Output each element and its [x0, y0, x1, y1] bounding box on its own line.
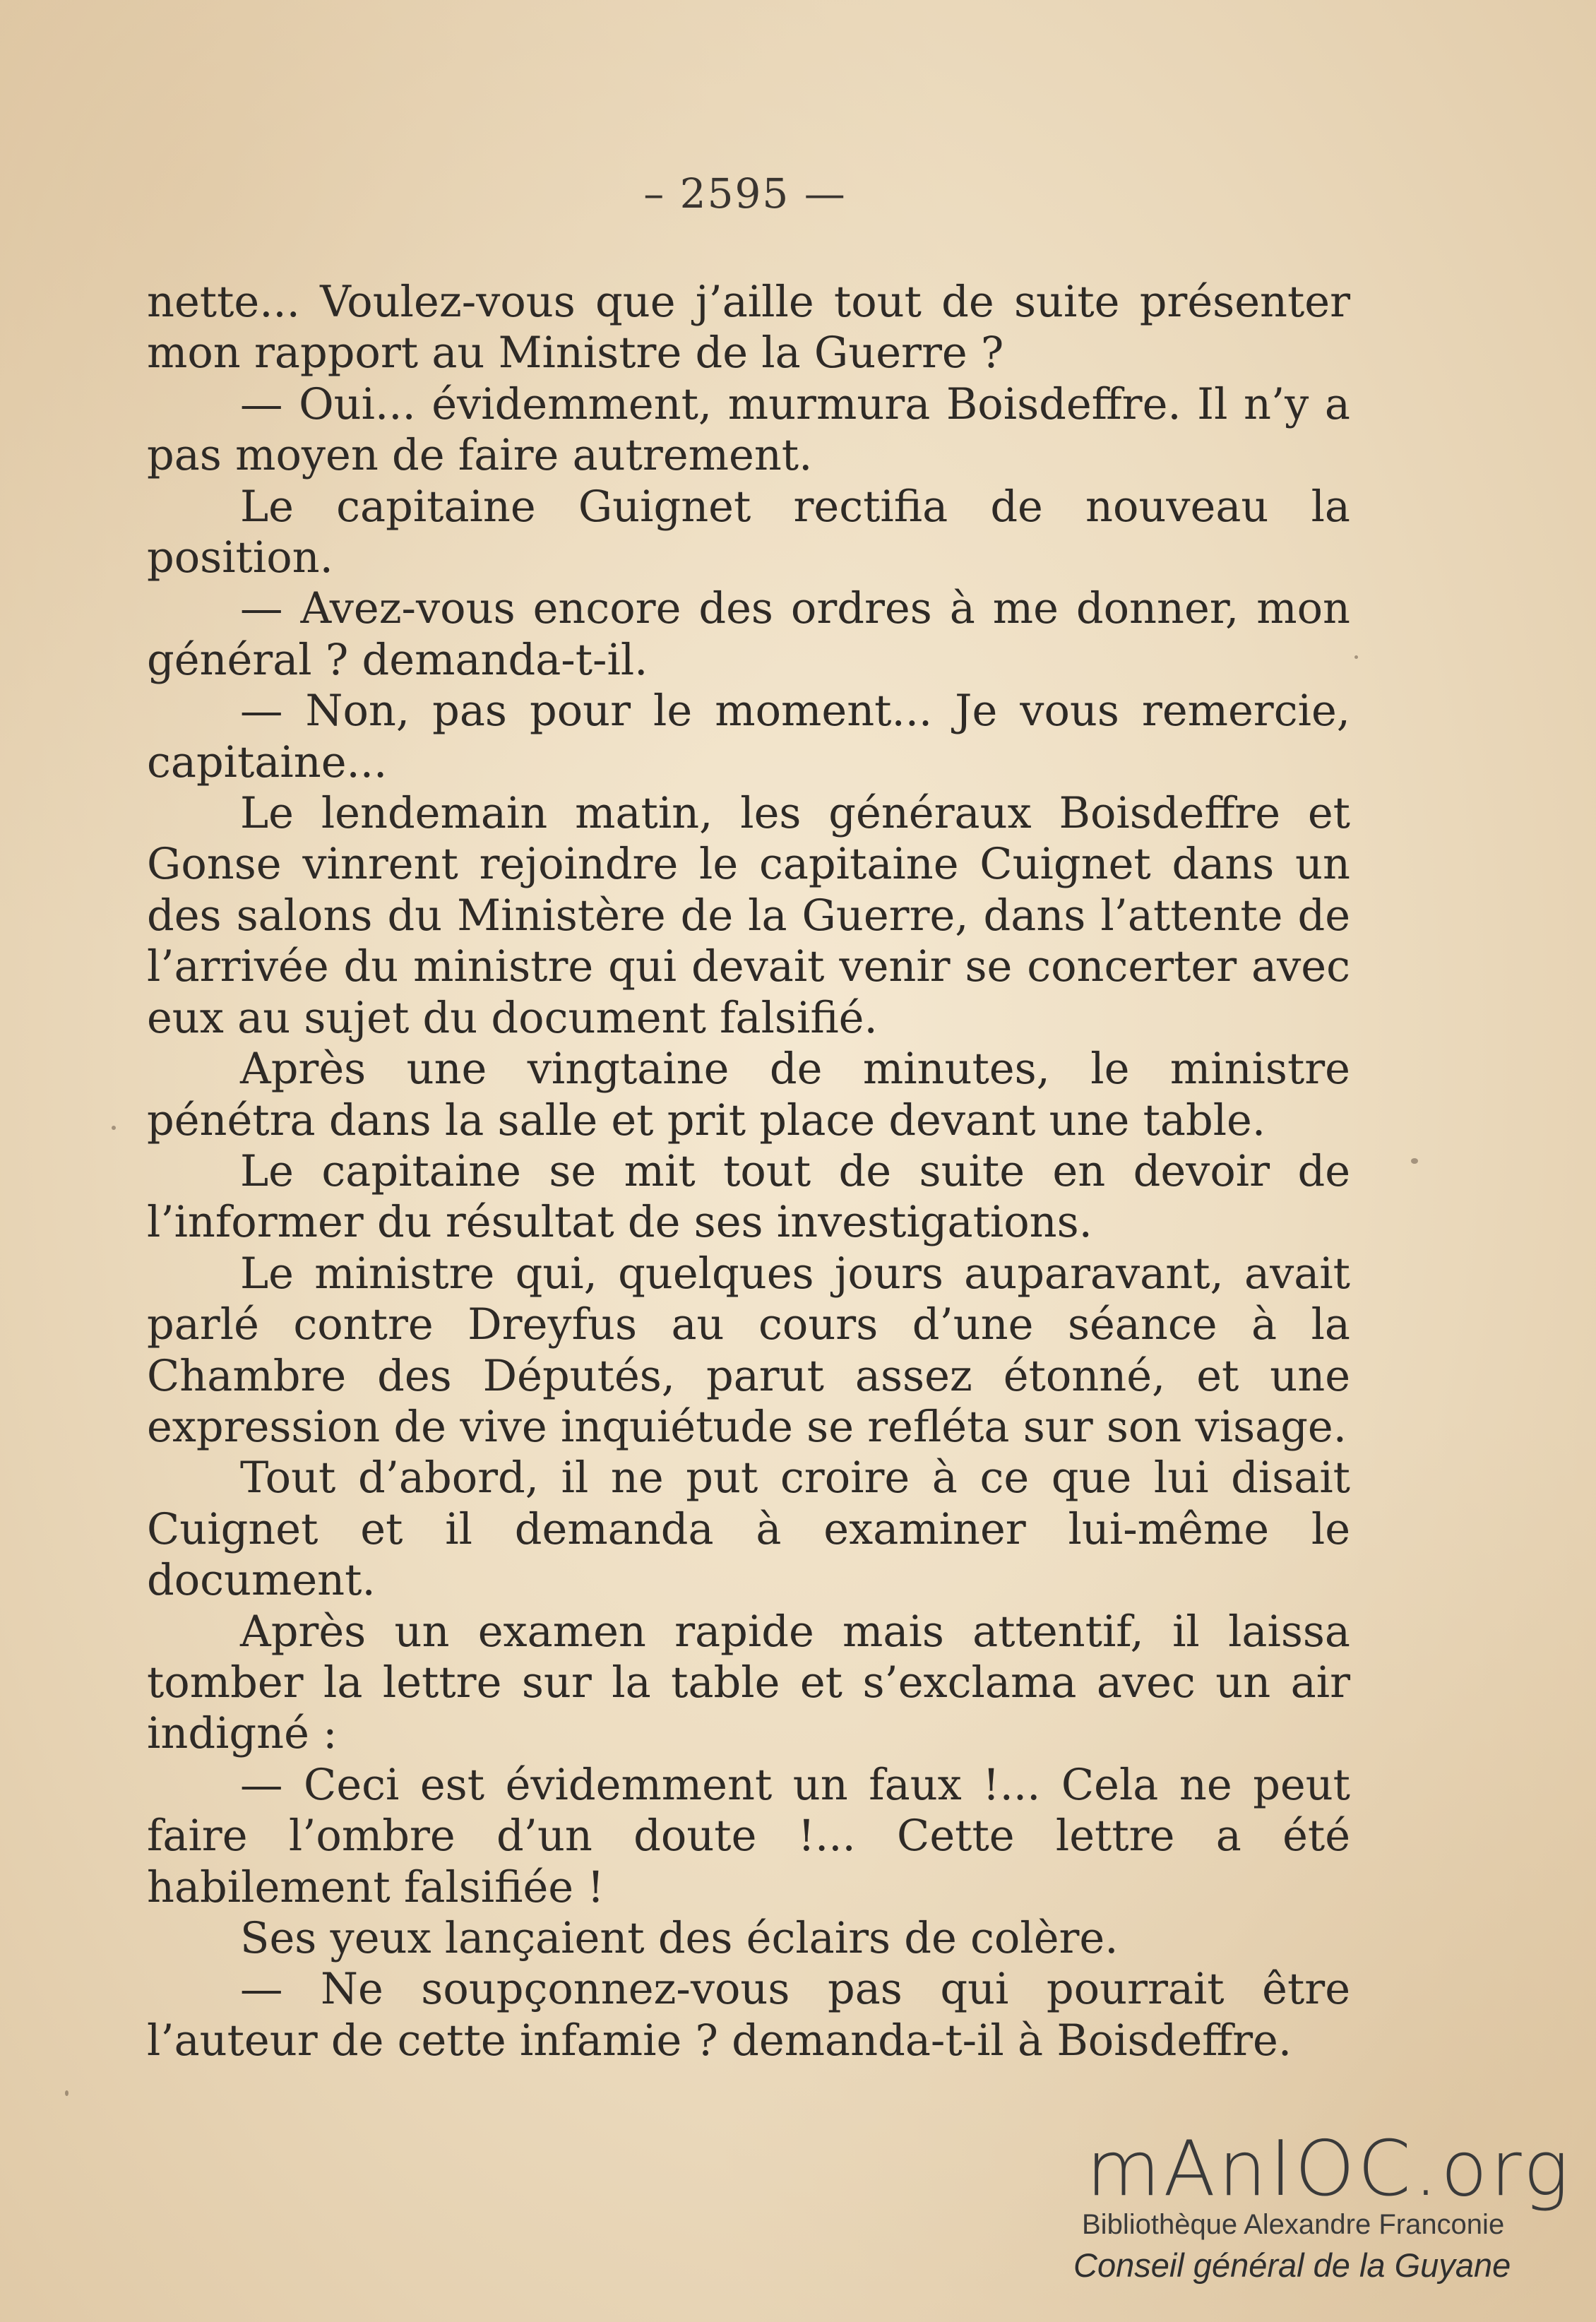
library-credit: Bibliothèque Alexandre Franconie [1082, 2209, 1505, 2240]
council-credit: Conseil général de la Guyane [1073, 2246, 1511, 2284]
paragraph: Le capitaine Guignet rectifia de nouveau la position. [147, 482, 1350, 583]
paragraph: Ses yeux lançaient des éclairs de colère. [240, 1914, 1119, 1963]
paragraph: Tout d’abord, il ne put croire à ce que lui disait Cuignet et il demanda à examiner lui-même le document. [147, 1453, 1350, 1606]
paper-speck [65, 2090, 69, 2096]
paragraph: — Ceci est évidemment un faux !... Cela ne peut faire l’ombre d’un doute !... Cette lettre a été habilement falsifiée ! [147, 1760, 1350, 1912]
paragraph: Après une vingtaine de minutes, le ministre pénétra dans la salle et prit place devant une table. [147, 1044, 1350, 1145]
paper-speck [112, 1126, 116, 1130]
paragraph: — Avez-vous encore des ordres à me donner, mon général ? demanda-t-il. [147, 584, 1350, 685]
paragraph: Le ministre qui, quelques jours auparavant, avait parlé contre Dreyfus au cours d’une séance à la Chambre des Députés, parut assez étonné, et une expression de vive inquiétude se refléta sur son visage. [147, 1249, 1350, 1452]
paragraph: Après un examen rapide mais attentif, il laissa tomber la lettre sur la table et s’exclama avec un air indigné : [147, 1607, 1350, 1759]
paragraph: — Ne soupçonnez-vous pas qui pourrait être l’auteur de cette infamie ? demanda-t-il à Boisdeffre. [147, 1965, 1350, 2066]
paragraph: — Non, pas pour le moment... Je vous remercie, capitaine... [147, 686, 1350, 787]
paragraph: Le capitaine se mit tout de suite en devoir de l’informer du résultat de ses investigations. [147, 1146, 1350, 1248]
body-text [147, 277, 1350, 2066]
manioc-logo: mAnIOC.org [1086, 2125, 1572, 2213]
page-number: – 2595 — [643, 169, 847, 218]
paragraph: nette... Voulez-vous que j’aille tout de suite présenter mon rapport au Ministre de la Guerre ? [147, 278, 1350, 379]
paragraph: Le lendemain matin, les généraux Boisdeffre et Gonse vinrent rejoindre le capitaine Cuignet dans un des salons du Ministère de la Guerre, dans l’attente de l’arrivée du ministre qui devait venir se concerter avec eux au sujet du document falsifié. [147, 789, 1350, 1043]
paper-speck [1411, 1158, 1418, 1164]
paragraph: — Oui... évidemment, murmura Boisdeffre. Il n’y a pas moyen de faire autrement. [147, 379, 1350, 481]
paper-speck [1354, 655, 1358, 659]
